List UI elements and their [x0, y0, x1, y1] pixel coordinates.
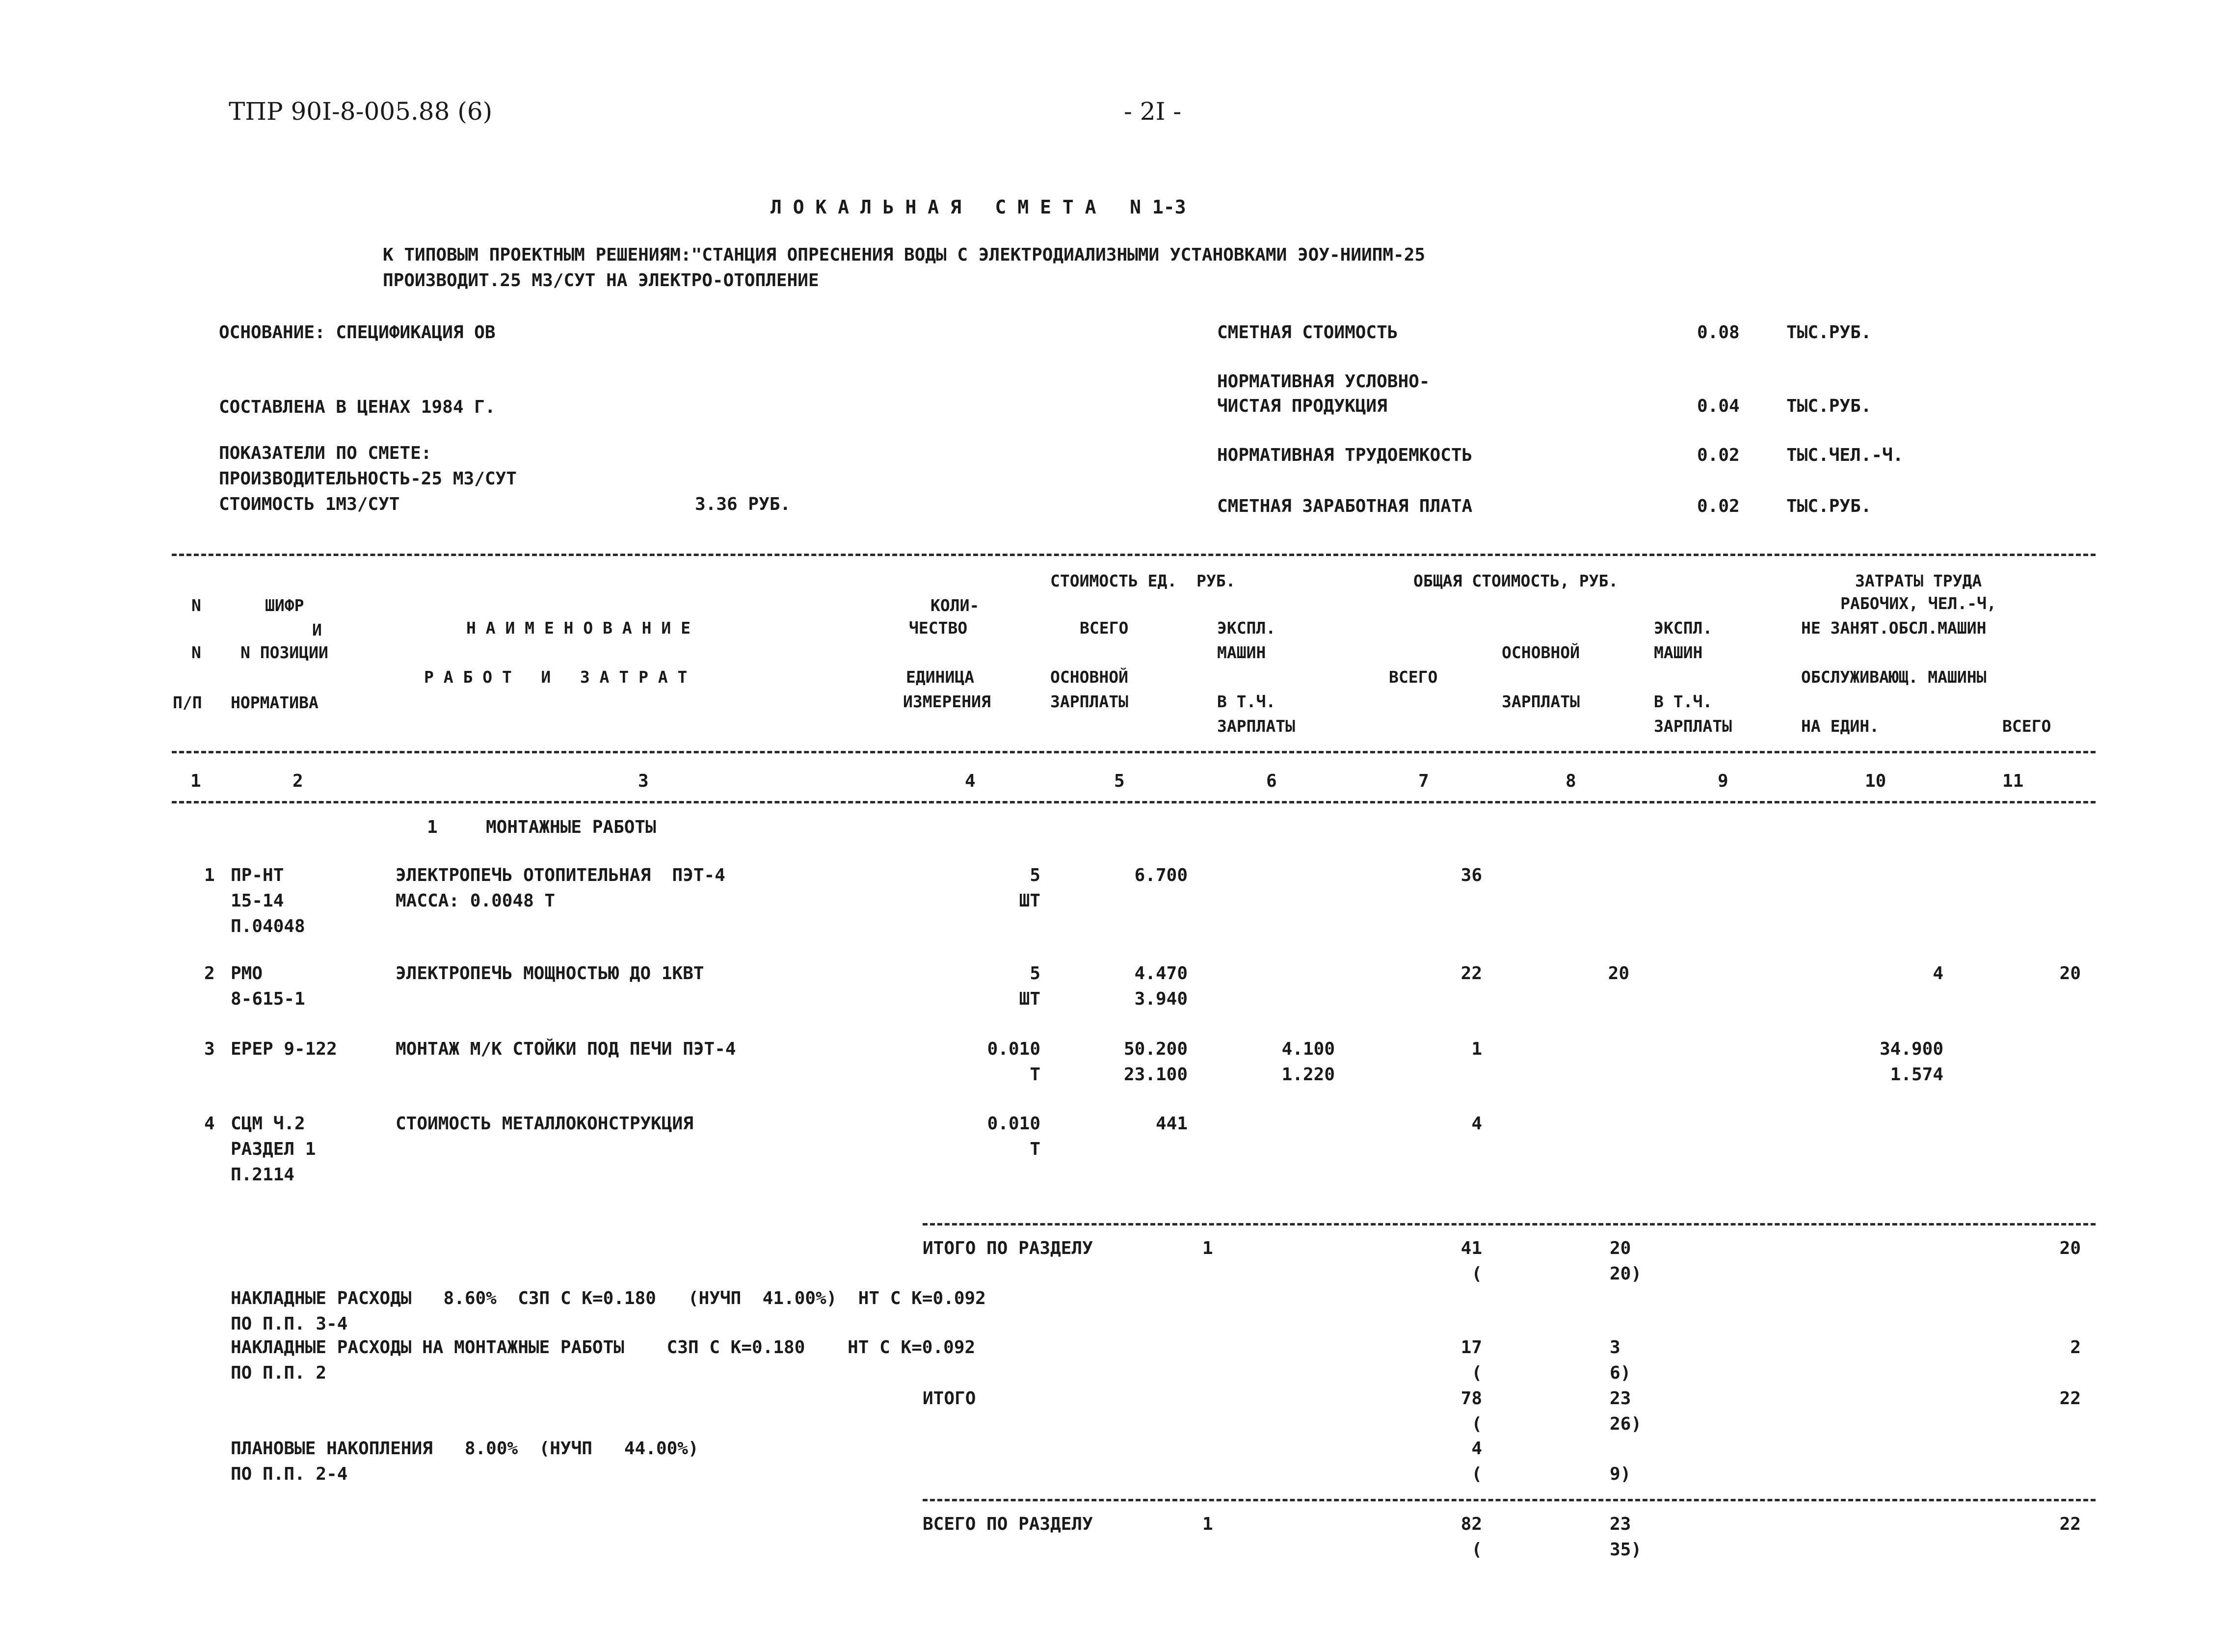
grand-total-cost-paren: (: [1471, 1540, 1482, 1560]
row-unit: ШТ: [1019, 989, 1040, 1009]
subtotal-wages-paren: 20): [1610, 1264, 1642, 1284]
planned-total-paren: (: [1471, 1464, 1482, 1484]
row-unit-cost: 4.470: [1134, 963, 1188, 984]
row-code: 8-615-1: [231, 989, 305, 1009]
planned-total: 4: [1471, 1439, 1482, 1459]
row-number: 2: [204, 963, 215, 984]
row-code: РМО: [231, 963, 263, 984]
row-qty: 0.010: [987, 1114, 1040, 1134]
row-name: ЭЛЕКТРОПЕЧЬ ОТОПИТЕЛЬНАЯ ПЭТ-4: [396, 865, 725, 885]
labor-total: ВСЕГО: [2002, 717, 2051, 736]
unit-machine-1: ЭКСПЛ.: [1217, 618, 1276, 638]
overhead-2-wages-paren: 6): [1610, 1363, 1631, 1383]
labor-intensity-value: 0.02: [1697, 445, 1740, 465]
summary-rule: [923, 1223, 2096, 1226]
col-code-label-3: N ПОЗИЦИИ: [240, 643, 328, 662]
row-total-cost: 36: [1461, 865, 1482, 885]
section-title: МОНТАЖНЫЕ РАБОТЫ: [486, 817, 656, 837]
row-total-wages: 20: [1608, 963, 1629, 984]
total-cost-title: ОБЩАЯ СТОИМОСТЬ, РУБ.: [1413, 571, 1619, 590]
wages-unit: ТЫС.РУБ.: [1786, 496, 1872, 516]
row-labor-unit: 34.900: [1879, 1039, 1943, 1059]
col-n-label: N: [191, 596, 201, 615]
total-machine-2: МАШИН: [1654, 643, 1703, 662]
wages-value: 0.02: [1697, 496, 1740, 516]
col-num: 10: [1865, 771, 1886, 791]
row-labor-unit: 4: [1933, 963, 1943, 984]
overhead-2-total-paren: (: [1471, 1363, 1482, 1383]
subtitle-line-2: ПРОИЗВОДИТ.25 М3/СУТ НА ЭЛЕКТРО-ОТОПЛЕНИЕ: [383, 270, 819, 291]
col-num: 1: [190, 771, 201, 791]
col-n-label-2: N: [191, 643, 201, 662]
overhead-2-line-2: ПО П.П. 2: [231, 1363, 327, 1383]
row-unit-cost: 441: [1155, 1114, 1188, 1134]
row-unit-machine: 4.100: [1281, 1039, 1335, 1059]
total-cost-paren: (: [1471, 1414, 1482, 1434]
row-labor-total: 20: [2059, 963, 2081, 984]
basis: ОСНОВАНИЕ: СПЕЦИФИКАЦИЯ ОВ: [219, 322, 496, 343]
col-qty-label-2: ЧЕСТВО: [909, 618, 968, 638]
row-number: 1: [204, 865, 215, 885]
subtotal-total: 41: [1461, 1238, 1482, 1258]
table-top-rule: [172, 554, 2096, 556]
unit-cost-base: ОСНОВНОЙ: [1050, 667, 1128, 687]
row-code: ПР-НТ: [231, 865, 284, 885]
total-wages: 23: [1610, 1388, 1631, 1409]
row-total-cost: 1: [1471, 1039, 1482, 1059]
overhead-2-total: 17: [1461, 1337, 1482, 1358]
labor-title: ЗАТРАТЫ ТРУДА: [1855, 571, 1982, 590]
row-qty: 0.010: [987, 1039, 1040, 1059]
grand-total-labor: 22: [2059, 1514, 2081, 1534]
row-code: П.2114: [231, 1165, 295, 1185]
unit-cost-title: СТОИМОСТЬ ЕД. РУБ.: [1050, 571, 1236, 590]
total-machine-3: В Т.Ч.: [1654, 692, 1713, 711]
labor-machine: ОБСЛУЖИВАЮЩ. МАШИНЫ: [1801, 667, 1987, 687]
col-num: 3: [638, 771, 649, 791]
grand-total-rule: [923, 1499, 2096, 1501]
prices-year: СОСТАВЛЕНА В ЦЕНАХ 1984 Г.: [219, 397, 496, 417]
overhead-2-labor: 2: [2070, 1337, 2081, 1358]
row-unit-cost: 6.700: [1134, 865, 1188, 885]
col-code-label-4: НОРМАТИВА: [231, 693, 319, 712]
page-title: Л О К А Л Ь Н А Я С М Е Т А N 1-3: [770, 196, 1186, 218]
grand-total-label: ВСЕГО ПО РАЗДЕЛУ: [923, 1514, 1093, 1534]
cost-per-m3-value: 3.36 РУБ.: [695, 494, 791, 514]
overhead-2-line-1: НАКЛАДНЫЕ РАСХОДЫ НА МОНТАЖНЫЕ РАБОТЫ СЗП С К=0.180 НТ С К=0.092: [231, 1337, 976, 1358]
grand-total-wages: 23: [1610, 1514, 1631, 1534]
row-number: 4: [204, 1114, 215, 1134]
col-qty-label-3: ЕДИНИЦА: [906, 667, 975, 687]
row-unit: ШТ: [1019, 891, 1040, 911]
col-num: 4: [965, 771, 976, 791]
row-unit-wages: 3.940: [1134, 989, 1188, 1009]
total-machine-1: ЭКСПЛ.: [1654, 618, 1713, 638]
total-cost-base: ОСНОВНОЙ: [1502, 643, 1580, 662]
labor-title-2: РАБОЧИХ, ЧЕЛ.-Ч,: [1840, 594, 1996, 613]
total-wages-paren: 26): [1610, 1414, 1642, 1434]
page-number: - 2I -: [1124, 97, 1182, 126]
wages-label: СМЕТНАЯ ЗАРАБОТНАЯ ПЛАТА: [1217, 496, 1473, 516]
indicators-title: ПОКАЗАТЕЛИ ПО СМЕТЕ:: [219, 443, 432, 463]
total-labor: 22: [2059, 1388, 2081, 1409]
overhead-2-wages: 3: [1610, 1337, 1620, 1358]
col-name-label-2: Р А Б О Т И З А Т Р А Т: [424, 667, 688, 687]
row-number: 3: [204, 1039, 215, 1059]
row-qty: 5: [1030, 865, 1040, 885]
estimated-cost-unit: ТЫС.РУБ.: [1786, 322, 1872, 343]
row-code: П.04048: [231, 916, 305, 936]
total-machine-4: ЗАРПЛАТЫ: [1654, 717, 1732, 736]
subtotal-label: ИТОГО ПО РАЗДЕЛУ: [923, 1238, 1093, 1258]
col-code-label-2: И: [312, 620, 322, 639]
labor-intensity-label: НОРМАТИВНАЯ ТРУДОЕМКОСТЬ: [1217, 445, 1473, 465]
col-num: 6: [1266, 771, 1277, 791]
subtitle-line-1: К ТИПОВЫМ ПРОЕКТНЫМ РЕШЕНИЯМ:"СТАНЦИЯ ОПРЕСНЕНИЯ ВОДЫ С ЭЛЕКТРОДИАЛИЗНЫМИ УСТАНОВКАМИ ЭОУ-НИИПМ-25: [383, 245, 1426, 265]
net-output-label-2: ЧИСТАЯ ПРОДУКЦИЯ: [1217, 396, 1387, 416]
unit-cost-wages: ЗАРПЛАТЫ: [1050, 692, 1128, 711]
grand-total-wages-paren: 35): [1610, 1540, 1642, 1560]
unit-cost-total: ВСЕГО: [1080, 618, 1129, 638]
col-code-label: ШИФР: [265, 596, 304, 615]
unit-machine-2: МАШИН: [1217, 643, 1266, 662]
section-number: 1: [427, 817, 438, 837]
col-num: 5: [1114, 771, 1125, 791]
row-unit-cost: 50.200: [1123, 1039, 1188, 1059]
row-code: 15-14: [231, 891, 284, 911]
col-num: 9: [1718, 771, 1728, 791]
row-labor-unit-2: 1.574: [1890, 1065, 1943, 1085]
labor-not-machine: НЕ ЗАНЯТ.ОБСЛ.МАШИН: [1801, 618, 1987, 638]
subtotal-labor: 20: [2059, 1238, 2081, 1258]
subtotal-wages: 20: [1610, 1238, 1631, 1258]
unit-machine-4: ЗАРПЛАТЫ: [1217, 717, 1295, 736]
col-num: 8: [1566, 771, 1576, 791]
row-name: МАССА: 0.0048 Т: [396, 891, 556, 911]
estimated-cost-value: 0.08: [1697, 322, 1740, 343]
column-numbers-rule: [172, 801, 2096, 803]
row-code: СЦМ Ч.2: [231, 1114, 305, 1134]
row-code: РАЗДЕЛ 1: [231, 1139, 316, 1159]
col-qty-label-4: ИЗМЕРЕНИЯ: [903, 692, 991, 711]
row-name: СТОИМОСТЬ МЕТАЛЛОКОНСТРУКЦИЯ: [396, 1114, 693, 1134]
grand-total-section-number: 1: [1202, 1514, 1213, 1534]
planned-wages-paren: 9): [1610, 1464, 1631, 1484]
unit-machine-3: В Т.Ч.: [1217, 692, 1276, 711]
overhead-1-line-2: ПО П.П. 3-4: [231, 1314, 348, 1334]
overhead-1-line-1: НАКЛАДНЫЕ РАСХОДЫ 8.60% СЗП С К=0.180 (НУЧП 41.00%) НТ С К=0.092: [231, 1288, 986, 1308]
col-qty-label: КОЛИ-: [930, 596, 980, 615]
row-total-cost: 4: [1471, 1114, 1482, 1134]
row-code: ЕРЕР 9-122: [231, 1039, 337, 1059]
net-output-label: НОРМАТИВНАЯ УСЛОВНО-: [1217, 372, 1430, 392]
total-label: ИТОГО: [923, 1388, 976, 1409]
col-n-label-3: П/П: [173, 693, 202, 712]
col-name-label: Н А И М Е Н О В А Н И Е: [466, 618, 691, 638]
subtotal-section-number: 1: [1202, 1238, 1213, 1258]
total-cost-all: ВСЕГО: [1389, 667, 1438, 687]
total-cost: 78: [1461, 1388, 1482, 1409]
planned-line-1: ПЛАНОВЫЕ НАКОПЛЕНИЯ 8.00% (НУЧП 44.00%): [231, 1439, 699, 1459]
cost-per-m3-label: СТОИМОСТЬ 1М3/СУТ: [219, 494, 400, 514]
subtotal-total-paren: (: [1471, 1264, 1482, 1284]
row-name: ЭЛЕКТРОПЕЧЬ МОЩНОСТЬЮ ДО 1КВТ: [396, 963, 704, 984]
labor-per-unit: НА ЕДИН.: [1801, 717, 1879, 736]
header-rule: [172, 751, 2096, 753]
total-cost-wages: ЗАРПЛАТЫ: [1502, 692, 1580, 711]
col-num: 11: [2002, 771, 2024, 791]
row-unit-wages: 23.100: [1123, 1065, 1188, 1085]
grand-total-cost: 82: [1461, 1514, 1482, 1534]
row-total-cost: 22: [1461, 963, 1482, 984]
estimated-cost-label: СМЕТНАЯ СТОИМОСТЬ: [1217, 322, 1398, 343]
row-unit: Т: [1030, 1065, 1040, 1085]
productivity: ПРОИЗВОДИТЕЛЬНОСТЬ-25 М3/СУТ: [219, 469, 517, 489]
net-output-value: 0.04: [1697, 396, 1740, 416]
planned-line-2: ПО П.П. 2-4: [231, 1464, 348, 1484]
col-num: 7: [1418, 771, 1429, 791]
labor-intensity-unit: ТЫС.ЧЕЛ.-Ч.: [1786, 445, 1904, 465]
net-output-unit: ТЫС.РУБ.: [1786, 396, 1872, 416]
row-unit: Т: [1030, 1139, 1040, 1159]
row-qty: 5: [1030, 963, 1040, 984]
col-num: 2: [292, 771, 303, 791]
document-code: ТПР 90I-8-005.88 (6): [229, 97, 493, 126]
row-unit-machine-wages: 1.220: [1281, 1065, 1335, 1085]
row-name: МОНТАЖ М/К СТОЙКИ ПОД ПЕЧИ ПЭТ-4: [396, 1039, 736, 1059]
